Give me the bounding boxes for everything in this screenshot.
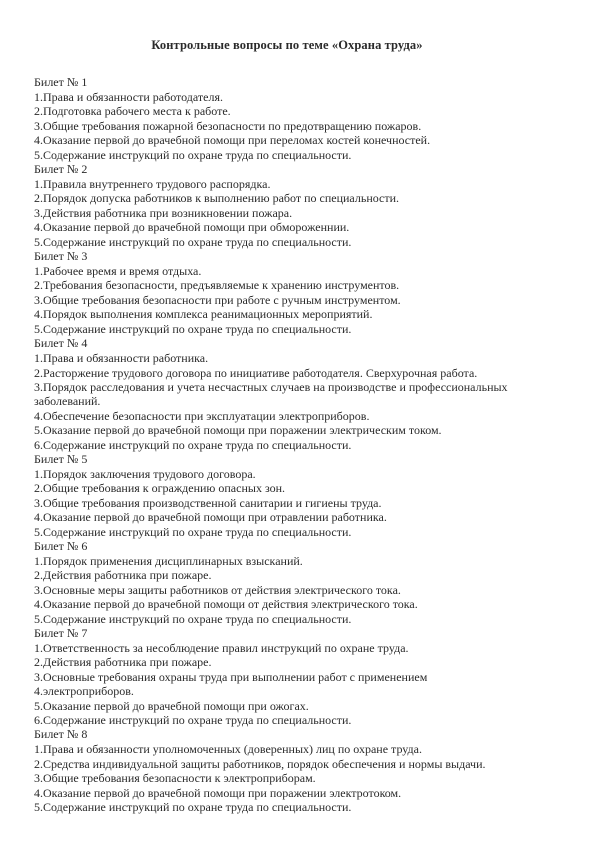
question-item: 1.Порядок заключения трудового договора.	[34, 466, 256, 481]
question-item: 3.Порядок расследования и учета несчастных случаев на производстве и профессиональных заболеваний.	[34, 379, 508, 409]
question-item: 4.Оказание первой до врачебной помощи при поражении электротоком.	[34, 785, 402, 800]
ticket-header: Билет № 3	[34, 249, 88, 264]
question-item: 5.Оказание первой до врачебной помощи при поражении электрическим током.	[34, 423, 442, 438]
ticket-block	[34, 336, 540, 452]
question-item: 6.Содержание инструкций по охране труда по специальности.	[34, 437, 352, 452]
question-item: 2.Общие требования к ограждению опасных зон.	[34, 481, 286, 496]
question-item: 4.Оказание первой до врачебной помощи при переломах костей конечностей.	[34, 133, 431, 148]
question-item: 3.Основные требования охраны труда при выполнении работ с применением	[34, 669, 428, 684]
question-item: 4.Порядок выполнения комплекса реанимационных мероприятий.	[34, 307, 373, 322]
ticket-list	[34, 75, 540, 814]
ticket-block	[34, 539, 540, 626]
question-item: 4.Оказание первой до врачебной помощи при обмороженнии.	[34, 220, 350, 235]
ticket-header: Билет № 7	[34, 626, 88, 640]
question-item: 3.Общие требования пожарной безопасности по предотвращению пожаров.	[34, 118, 422, 133]
question-item: 1.Права и обязанности работодателя.	[34, 90, 223, 104]
question-item: 5.Оказание первой до врачебной помощи при ожогах.	[34, 698, 309, 713]
question-item: 2.Подготовка рабочего места к работе.	[34, 104, 231, 119]
ticket-header: Билет № 8	[34, 727, 88, 742]
ticket-block	[34, 452, 540, 539]
question-item: 3.Общие требования производственной санитарии и гигиены труда.	[34, 495, 382, 510]
question-item: 4.Оказание первой до врачебной помощи при отравлении работника.	[34, 510, 387, 525]
document-title: Контрольные вопросы по теме «Охрана труда»	[151, 38, 423, 52]
ticket-block	[34, 249, 540, 336]
question-item: 2.Действия работника при пожаре.	[34, 568, 212, 583]
ticket-block	[34, 75, 540, 162]
question-item: 2.Порядок допуска работников к выполнению работ по специальности.	[34, 191, 400, 206]
question-item: 2.Расторжение трудового договора по инициативе работодателя. Сверхурочная работа.	[34, 365, 478, 380]
question-item: 2.Средства индивидуальной защиты работников, порядок обеспечения и нормы выдачи.	[34, 756, 486, 771]
question-item: 5.Содержание инструкций по охране труда по специальности.	[34, 524, 352, 539]
ticket-block	[34, 626, 540, 727]
question-item: 4.Обеспечение безопасности при эксплуатации электроприборов.	[34, 408, 370, 423]
ticket-block	[34, 162, 540, 249]
question-item: 3.Общие требования безопасности к электроприборам.	[34, 771, 316, 786]
question-item: 6.Содержание инструкций по охране труда по специальности.	[34, 713, 352, 728]
question-item: 5.Содержание инструкций по охране труда по специальности.	[34, 321, 352, 336]
question-item: 3.Действия работника при возникновении пожара.	[34, 205, 293, 220]
question-item: 5.Содержание инструкций по охране труда по специальности.	[34, 234, 352, 249]
ticket-header: Билет № 5	[34, 451, 88, 466]
question-item: 1.Рабочее время и время отдыха.	[34, 264, 202, 279]
question-item: 4.электроприборов.	[34, 684, 134, 699]
ticket-header: Билет № 6	[34, 538, 88, 553]
question-item: 1.Права и обязанности работника.	[34, 351, 209, 366]
ticket-header: Билет № 4	[34, 336, 88, 351]
question-item: 1.Порядок применения дисциплинарных взысканий.	[34, 553, 303, 568]
question-item: 2.Требования безопасности, предъявляемые к хранению инструментов.	[34, 278, 400, 293]
question-item: 3.Основные меры защиты работников от действия электрического тока.	[34, 582, 401, 597]
ticket-header: Билет № 2	[34, 162, 88, 177]
ticket-block	[34, 727, 540, 814]
question-item: 1.Права и обязанности уполномоченных (доверенных) лиц по охране труда.	[34, 742, 422, 757]
question-item: 3.Общие требования безопасности при работе с ручным инструментом.	[34, 292, 401, 307]
question-item: 1.Ответственность за несоблюдение правил инструкций по охране труда.	[34, 641, 409, 655]
ticket-header: Билет № 1	[34, 75, 88, 89]
question-item: 5.Содержание инструкций по охране труда по специальности.	[34, 147, 352, 162]
question-item: 2.Действия работника при пожаре.	[34, 655, 212, 670]
question-item: 4.Оказание первой до врачебной помощи от действия электрического тока.	[34, 597, 418, 612]
question-item: 5.Содержание инструкций по охране труда по специальности.	[34, 800, 352, 815]
question-item: 5.Содержание инструкций по охране труда по специальности.	[34, 611, 352, 626]
question-item: 1.Правила внутреннего трудового распорядка.	[34, 177, 271, 192]
